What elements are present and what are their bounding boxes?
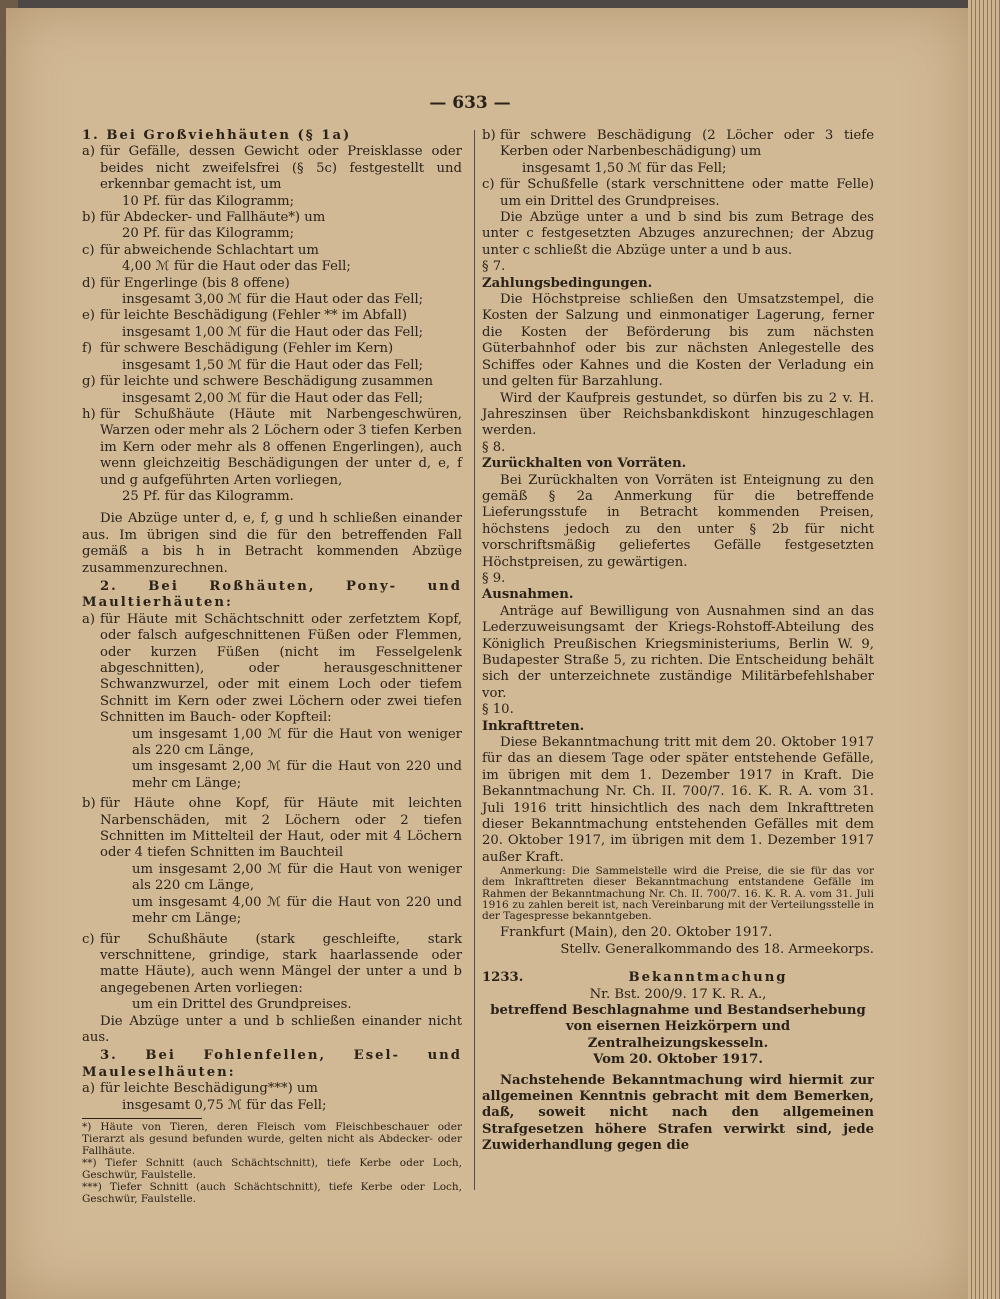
deduction-amount: insgesamt 3,00 ℳ für die Haut oder das Fell; <box>122 292 424 308</box>
deduction-amount: um ein Drittel des Grundpreises. <box>132 997 352 1013</box>
section-title: Zurückhalten von Vorräten. <box>482 456 687 472</box>
paragraph: Die Abzüge unter a und b schließen einander nicht aus. <box>82 1013 462 1045</box>
deduction-amount: um insgesamt 1,00 ℳ für die Haut von weniger als 220 cm Länge, <box>132 726 462 759</box>
list-item: b) für Abdecker- und Fallhäute*) um <box>82 210 326 226</box>
deduction-amount: um insgesamt 2,00 ℳ für die Haut von 220 und mehr cm Länge; <box>132 759 462 791</box>
section-title: Inkrafttreten. <box>482 718 585 734</box>
list-item: g) für leichte und schwere Beschädigung zusammen <box>82 374 434 390</box>
paragraph: Bei Zurückhalten von Vorräten ist Enteignung zu den gemäß § 2a Anmerkung für die betreffende Lieferungsstufe in Betracht kommenden Preisen, höchstens jedoch zu den unter § 2b für nicht vorschriftsmäßig geliefertes Gefälle festgesetzten Höchstpreisen, zu gewärtigen. <box>482 472 874 570</box>
notice-header <box>482 970 874 986</box>
notice-date: Vom 20. Oktober 1917. <box>593 1052 763 1068</box>
deduction-amount: um insgesamt 2,00 ℳ für die Haut von weniger als 220 cm Länge, <box>132 861 462 894</box>
list-item: f) für schwere Beschädigung (Fehler im Kern) <box>82 341 394 357</box>
section-title: Ausnahmen. <box>482 587 574 603</box>
section-number: § 10. <box>482 702 514 718</box>
section-heading: 1. Bei Großviehhäuten (§ 1a) <box>82 128 352 143</box>
paragraph: Die Abzüge unter d, e, f, g und h schließen einander aus. Im übrigen sind die für den betreffenden Fall gemäß a bis h in Betracht kommenden Abzüge zusammenzurechnen. <box>82 511 462 576</box>
section-heading: 2. Bei Roßhäuten, Pony- und Maultierhäuten: <box>82 578 462 611</box>
list-item: e) für leichte Beschädigung (Fehler ** im Abfall) <box>82 308 407 324</box>
footnote: ***) Tiefer Schnitt (auch Schächtschnitt), tiefe Kerbe oder Loch, Geschwür, Faulstelle. <box>82 1180 462 1205</box>
right-column <box>482 128 874 1155</box>
deduction-amount: um insgesamt 4,00 ℳ für die Haut von 220 und mehr cm Länge; <box>132 894 462 927</box>
section-title: Zahlungsbedingungen. <box>482 275 653 291</box>
page-number: — 633 — <box>429 93 511 113</box>
section-heading: 3. Bei Fohlenfellen, Esel- und Mauleselhäuten: <box>82 1048 462 1080</box>
paragraph: Nachstehende Bekanntmachung wird hiermit zur allgemeinen Kenntnis gebracht mit dem Bemerken, daß, soweit nicht nach den allgemeinen Strafgesetzen höhere Strafen verwirkt sind, jede Zuwiderhandlung gegen die <box>482 1072 874 1154</box>
deduction-amount: insgesamt 1,50 ℳ für die Haut oder das Fell; <box>122 357 424 373</box>
deduction-amount: 4,00 ℳ für die Haut oder das Fell; <box>122 259 351 275</box>
footnote: *) Häute von Tieren, deren Fleisch vom Fleischbeschauer oder Tierarzt als gesund befunden wurde, gelten nicht als Abdecker- oder Fallhäute. <box>82 1120 462 1157</box>
footnote-rule <box>82 1118 202 1119</box>
deduction-amount: insgesamt 1,50 ℳ für das Fell; <box>522 160 727 176</box>
paragraph: Wird der Kaufpreis gestundet, so dürfen bis zu 2 v. H. Jahreszinsen über Reichsbankdiskont hinzugeschlagen werden. <box>482 390 874 439</box>
list-item: b) für schwere Beschädigung (2 Löcher oder 3 tiefe Kerben oder Narbenbeschädigung) um <box>482 128 874 160</box>
deduction-amount: 10 Pf. für das Kilogramm; <box>122 193 295 209</box>
notice-reference: Nr. Bst. 200/9. 17 K. R. A., <box>589 986 767 1002</box>
section-number: § 9. <box>482 570 506 586</box>
list-item: a) für leichte Beschädigung***) um <box>82 1081 318 1097</box>
deduction-amount: 25 Pf. für das Kilogramm. <box>122 488 294 504</box>
place-date: Frankfurt (Main), den 20. Oktober 1917. <box>500 925 773 941</box>
list-item: c) für abweichende Schlachtart um <box>82 242 319 258</box>
notice-subject: betreffend Beschlagnahme und Bestandserhebung von eisernen Heizkörpern und Zentralheizungskesseln. <box>490 1002 866 1051</box>
deduction-amount: insgesamt 0,75 ℳ für das Fell; <box>122 1097 327 1113</box>
paragraph: Anträge auf Bewilligung von Ausnahmen sind an das Lederzuweisungsamt der Kriegs-Rohstoff-Abteilung des Königlich Preußischen Kriegsministeriums, Berlin W. 9, Budapester Straße 5, zu richten. Die Entscheidung behält sich der unterzeichnete zuständige Militärbefehlshaber vor. <box>482 603 874 701</box>
deduction-amount: insgesamt 2,00 ℳ für die Haut oder das Fell; <box>122 390 424 406</box>
list-item: a) für Gefälle, dessen Gewicht oder Preisklasse oder beides nicht zweifelsfrei (§ 5c) festgestellt und erkennbar gemacht ist, um <box>82 144 462 193</box>
list-item: a) für Häute mit Schächtschnitt oder zerfetztem Kopf, oder falsch aufgeschnittenen Füßen oder Flemmen, oder kurzen Füßen (nicht im Fesselgelenk abgeschnitten), oder herausgeschnittener Schwanzwurzel, oder mit einem Loch oder tiefem Schnitt im Kern oder zwei Löchern oder zwei tiefen Schnitten im Bauch- oder Kopfteil: <box>82 611 462 726</box>
paragraph: Diese Bekanntmachung tritt mit dem 20. Oktober 1917 für das an diesem Tage oder später entstehende Gefälle, im übrigen mit dem 1. Dezember 1917 in Kraft. Die Bekanntmachung Nr. Ch. II. 700/7. 16. K. R. A. vom 31. Juli 1916 tritt hinsichtlich des nach dem Inkrafttreten dieser Bekanntmachung entstehenden Gefälles mit dem 20. Oktober 1917, im übrigen mit dem 1. Dezember 1917 außer Kraft. <box>482 735 874 865</box>
list-item: h) für Schußhäute (Häute mit Narbengeschwüren, Warzen oder mehr als 2 Löchern oder 3 tiefen Kerben im Kern oder mehr als 8 offenen Engerlingen), auch wenn gleichzeitig Beschädigungen der unter d, e, f und g aufgeführten Arten vorliegen, <box>82 406 462 488</box>
page-stack-edges <box>968 0 1000 1299</box>
deduction-amount: insgesamt 1,00 ℳ für die Haut oder das Fell; <box>122 324 424 340</box>
signature: Stellv. Generalkommando des 18. Armeekorps. <box>560 941 874 957</box>
paragraph: Die Höchstpreise schließen den Umsatzstempel, die Kosten der Salzung und einmonatiger Lagerung, ferner die Kosten der Beförderung bis zum nächsten Güterbahnhof oder bis zur nächsten Anlegestelle des Schiffes oder Kahnes und die Kosten der Verladung ein und gelten für Barzahlung. <box>482 292 874 390</box>
deduction-amount: 20 Pf. für das Kilogramm; <box>122 226 295 242</box>
section-number: § 8. <box>482 439 506 455</box>
column-divider <box>474 130 475 1190</box>
section-number: § 7. <box>482 259 506 275</box>
list-item: d) für Engerlinge (bis 8 offene) <box>82 275 290 291</box>
list-item: c) für Schußfelle (stark verschnittene oder matte Felle) um ein Drittel des Grundpreises. <box>482 177 874 209</box>
list-item: c) für Schußhäute (stark geschleifte, stark verschnittene, grindige, stark haarlassende oder matte Häute), auch wenn Mängel der unter a und b angegebenen Arten vorliegen: <box>82 931 462 996</box>
notice-number: 1233. <box>482 970 524 986</box>
left-column <box>82 128 462 1205</box>
notice-title: Bekanntmachung <box>628 970 788 986</box>
list-item: b) für Häute ohne Kopf, für Häute mit leichten Narbenschäden, mit 2 Löchern oder 2 tiefen Schnitten im Mittelteil der Haut, oder mit 4 Löchern oder 4 tiefen Schnitten im Bauchteil <box>82 796 462 861</box>
annotation: Anmerkung: Die Sammelstelle wird die Preise, die sie für das vor dem Inkrafttreten dieser Bekanntmachung entstandene Gefälle im Rahmen der Bekanntmachung Nr. Ch. II. 700/7. 16. K. R. A. vom 31. Juli 1916 zu zahlen bereit ist, nach Vereinbarung mit der Verteilungsstelle in der Tagespresse bekanntgeben. <box>482 865 874 923</box>
paragraph: Die Abzüge unter a und b sind bis zum Betrage des unter c festgesetzten Abzuges anzurechnen; der Abzug unter c schließt die Abzüge unter a und b aus. <box>482 210 874 258</box>
footnote: **) Tiefer Schnitt (auch Schächtschnitt), tiefe Kerbe oder Loch, Geschwür, Faulstelle. <box>82 1156 462 1181</box>
